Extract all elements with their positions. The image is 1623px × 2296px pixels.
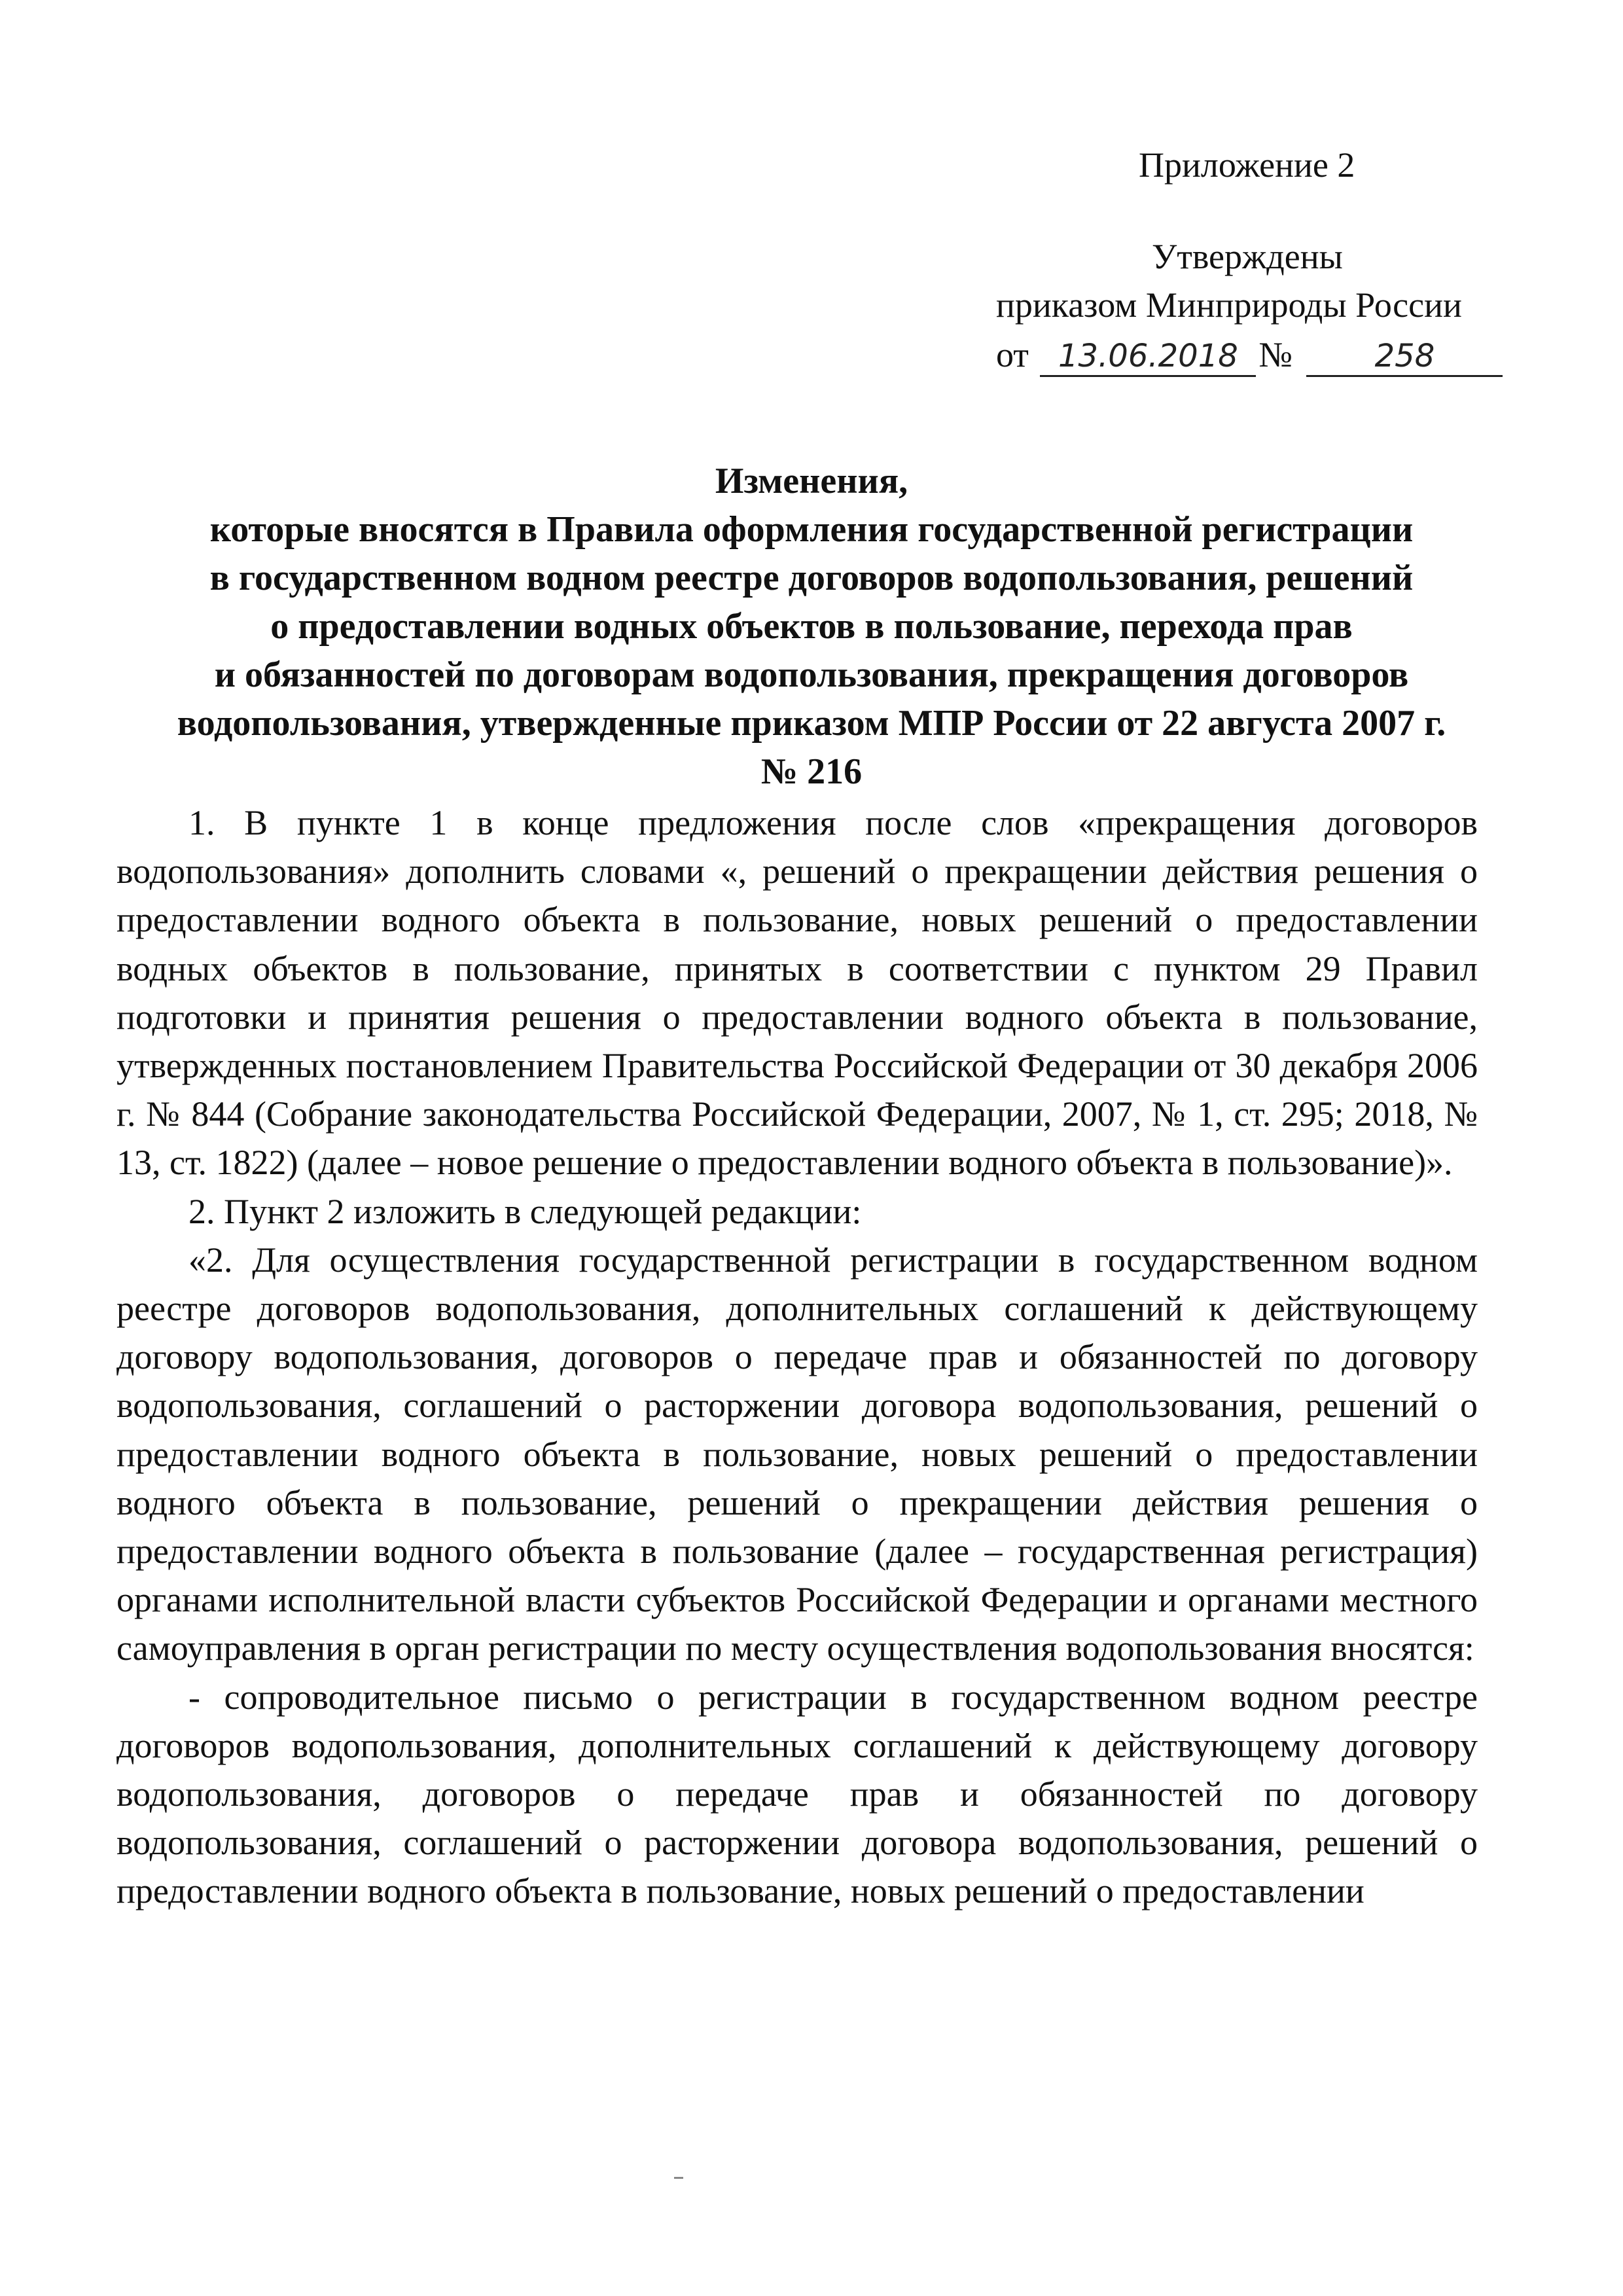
date-prefix: от xyxy=(996,335,1029,374)
title-line: водопользования, утвержденные приказом МПР России от 22 августа 2007 г. xyxy=(177,703,1446,744)
scan-speck xyxy=(674,2177,683,2179)
paragraph-1: 1. В пункте 1 в конце предложения после слов «прекращения договоров водопользования» дополнить словами «, решений о прекращении действия решения о предоставлении водного объекта в пользование, новых решений о предоставлении водных объектов в пользование, принятых в соответствии с пунктом 29 Правил подготовки и принятия решения о предоставлении водного объекта в пользование, утвержденных постановлением Правительства Российской Федерации от 30 декабря 2006 г. № 844 (Собрание законодательства Российской Федерации, 2007, № 1, ст. 295; 2018, № 13, ст. 1822) (далее – новое решение о предоставлении водного объекта в пользование)». xyxy=(116,803,1478,1183)
handwritten-date: 13.06.2018 xyxy=(1040,337,1256,377)
number-sign: № xyxy=(1258,335,1293,374)
title-line: № 216 xyxy=(760,751,863,792)
handwritten-order-number: 258 xyxy=(1306,337,1503,377)
paragraph-2: 2. Пункт 2 изложить в следующей редакции: xyxy=(188,1191,862,1231)
paragraph-3: «2. Для осуществления государственной регистрации в государственном водном реестре договоров водопользования, дополнительных соглашений к действующему договору водопользования, договоров о передаче прав и обязанностей по договору водопользования, соглашений о расторжении договора водопользования, решений о предоставлении водного объекта в пользование, новых решений о предоставлении водного объекта в пользование, решений о прекращении действия решения о предоставлении водного объекта в пользование (далее – государственная регистрация) органами исполнительной власти субъектов Российской Федерации и органами местного самоуправления в орган регистрации по месту осуществления водопользования вносятся: xyxy=(116,1240,1478,1668)
title-line: о предоставлении водных объектов в пользование, перехода прав xyxy=(270,606,1353,647)
title-line: которые вносятся в Правила оформления государственной регистрации xyxy=(209,509,1414,550)
title-heading: Изменения, xyxy=(715,461,908,501)
order-label: приказом Минприроды России xyxy=(996,285,1462,325)
paragraph-4: - сопроводительное письмо о регистрации в государственном водном реестре договоров водопользования, дополнительных соглашений к действующему договору водопользования, договоров о передаче прав и обязанностей по договору водопользования, соглашений о расторжении договора водопользования, решений о предоставлении водного объекта в пользование, новых решений о предоставлении xyxy=(116,1677,1478,1911)
order-date-line xyxy=(996,331,1503,379)
appendix-label: Приложение 2 xyxy=(1139,145,1355,185)
title-line: в государственном водном реестре договоров водопользования, решений xyxy=(209,558,1414,598)
approved-label: Утверждены xyxy=(1152,237,1343,276)
title-line: и обязанностей по договорам водопользования, прекращения договоров xyxy=(214,655,1409,695)
document-body xyxy=(116,798,1478,1916)
document-title xyxy=(131,457,1492,796)
